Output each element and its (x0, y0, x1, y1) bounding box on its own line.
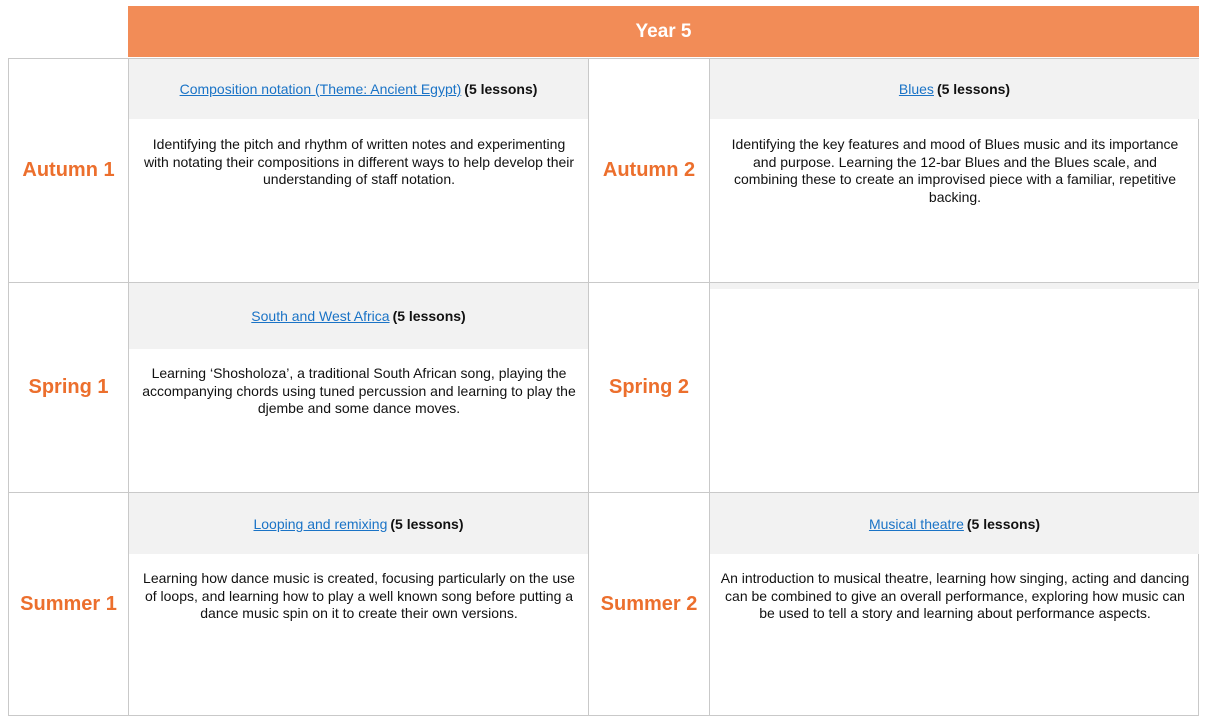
lesson-count: (5 lessons) (392, 308, 466, 324)
lesson-count: (5 lessons) (390, 515, 464, 532)
unit-description: Learning ‘Shosholoza’, a traditional South African song, playing the accompanying chords using tuned percussion and learning to play the djembe and some dance moves. (142, 365, 576, 416)
lesson-count: (5 lessons) (966, 515, 1041, 532)
year-header (128, 6, 1199, 57)
term-label-summer-1: Summer 1 (20, 593, 117, 615)
unit-link-musical-theatre[interactable]: Musical theatre (868, 515, 964, 532)
empty-unit-band (710, 283, 1199, 289)
column-divider (128, 59, 129, 715)
unit-title-band (129, 283, 588, 349)
unit-description: Identifying the pitch and rhythm of written notes and experimenting with notating their compositions in different ways to help develop their understanding of staff notation. (143, 136, 575, 187)
unit-description: Identifying the key features and mood of Blues music and its importance and purpose. Learning the 12-bar Blues and the Blues scale, and combining these to create an improvised piece with a familiar, repetitive backing. (731, 136, 1179, 205)
unit-link-looping-and-remixing[interactable]: Looping and remixing (253, 515, 388, 532)
unit-title-band (710, 493, 1199, 554)
curriculum-table (8, 58, 1199, 716)
unit-link-composition-notation[interactable]: Composition notation (Theme: Ancient Egypt) (179, 81, 462, 97)
term-label-summer-2: Summer 2 (600, 593, 698, 615)
unit-title-band (710, 59, 1199, 119)
lesson-count: (5 lessons) (936, 81, 1011, 97)
lesson-count: (5 lessons) (464, 81, 538, 97)
unit-title-band (129, 59, 588, 119)
year-title: Year 5 (635, 20, 692, 42)
term-label-autumn-2: Autumn 2 (602, 159, 696, 181)
term-label-spring-2: Spring 2 (608, 376, 689, 398)
unit-link-south-and-west-africa[interactable]: South and West Africa (251, 308, 390, 324)
column-divider (709, 59, 710, 715)
unit-title-band (129, 493, 588, 554)
unit-link-blues[interactable]: Blues (898, 81, 934, 97)
unit-description: Learning how dance music is created, focusing particularly on the use of loops, and learning how to play a well known song before putting a dance music spin on it to create their own versions. (143, 570, 575, 621)
term-label-spring-1: Spring 1 (28, 376, 109, 398)
unit-description: An introduction to musical theatre, learning how singing, acting and dancing can be combined to give an overall performance, exploring how music can be used to tell a story and learning about performance aspects. (720, 570, 1190, 621)
term-label-autumn-1: Autumn 1 (22, 159, 115, 181)
